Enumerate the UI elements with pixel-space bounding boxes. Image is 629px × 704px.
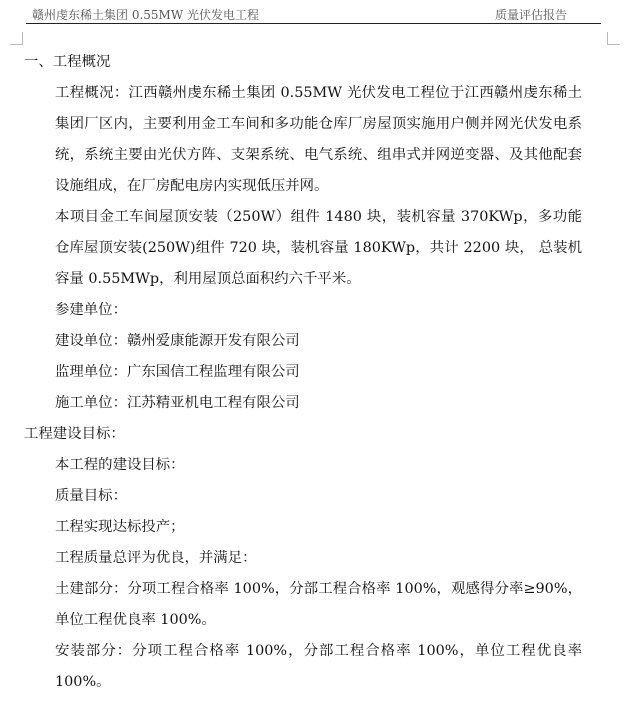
- capacity-paragraph: 本项目金工车间屋顶安装（250W）组件 1480 块，装机容量 370KWp，多功能仓库屋顶安装(250W)组件 720 块，装机容量 180KWp，共计 2200 块， 总装机容量 0.55MWp，利用屋顶总面积约六千平米。: [55, 209, 582, 287]
- quality-rating: 工程质量总评为优良，并满足：: [55, 550, 257, 566]
- header-project-title: 赣州虔东稀土集团 0.55MW 光伏发电工程: [32, 8, 259, 22]
- goals-intro: 本工程的建设目标：: [55, 457, 185, 473]
- page-header: [0, 0, 629, 26]
- quality-goal: 质量目标：: [55, 488, 127, 504]
- supervisor-unit: 监理单位：广东国信工程监理有限公司: [55, 364, 300, 380]
- commissioning-goal: 工程实现达标投产；: [55, 519, 185, 535]
- builder-unit: 建设单位：赣州爱康能源开发有限公司: [55, 333, 300, 349]
- margin-corner-mark-left: [10, 32, 23, 45]
- constructor-unit: 施工单位：江苏精亚机电工程有限公司: [55, 395, 300, 411]
- overview-paragraph: 工程概况：江西赣州虔东稀土集团 0.55MW 光伏发电工程位于江西赣州虔东稀土集团厂区内，主要利用金工车间和多功能仓库厂房屋顶实施用户侧并网光伏发电系统，系统主要由光伏方阵、支架系统、电气系统、组串式并网逆变器、及其他配套设施组成，在厂房配电房内实现低压并网。: [55, 85, 582, 194]
- civil-works-paragraph: 土建部分：分项工程合格率 100%，分部工程合格率 100%，观感得分率≥90%，单位工程优良率 100%。: [55, 581, 582, 628]
- margin-corner-mark-right: [607, 32, 620, 45]
- header-rule: [26, 23, 601, 24]
- participants-label: 参建单位：: [55, 302, 127, 318]
- document-body: [24, 47, 582, 698]
- goals-heading: 工程建设目标：: [24, 426, 125, 442]
- installation-paragraph: 安装部分：分项工程合格率 100%，分部工程合格率 100%，单位工程优良率 100%。: [55, 643, 582, 690]
- section-heading: 一、工程概况: [24, 54, 111, 70]
- header-report-title: 质量评估报告: [494, 8, 567, 22]
